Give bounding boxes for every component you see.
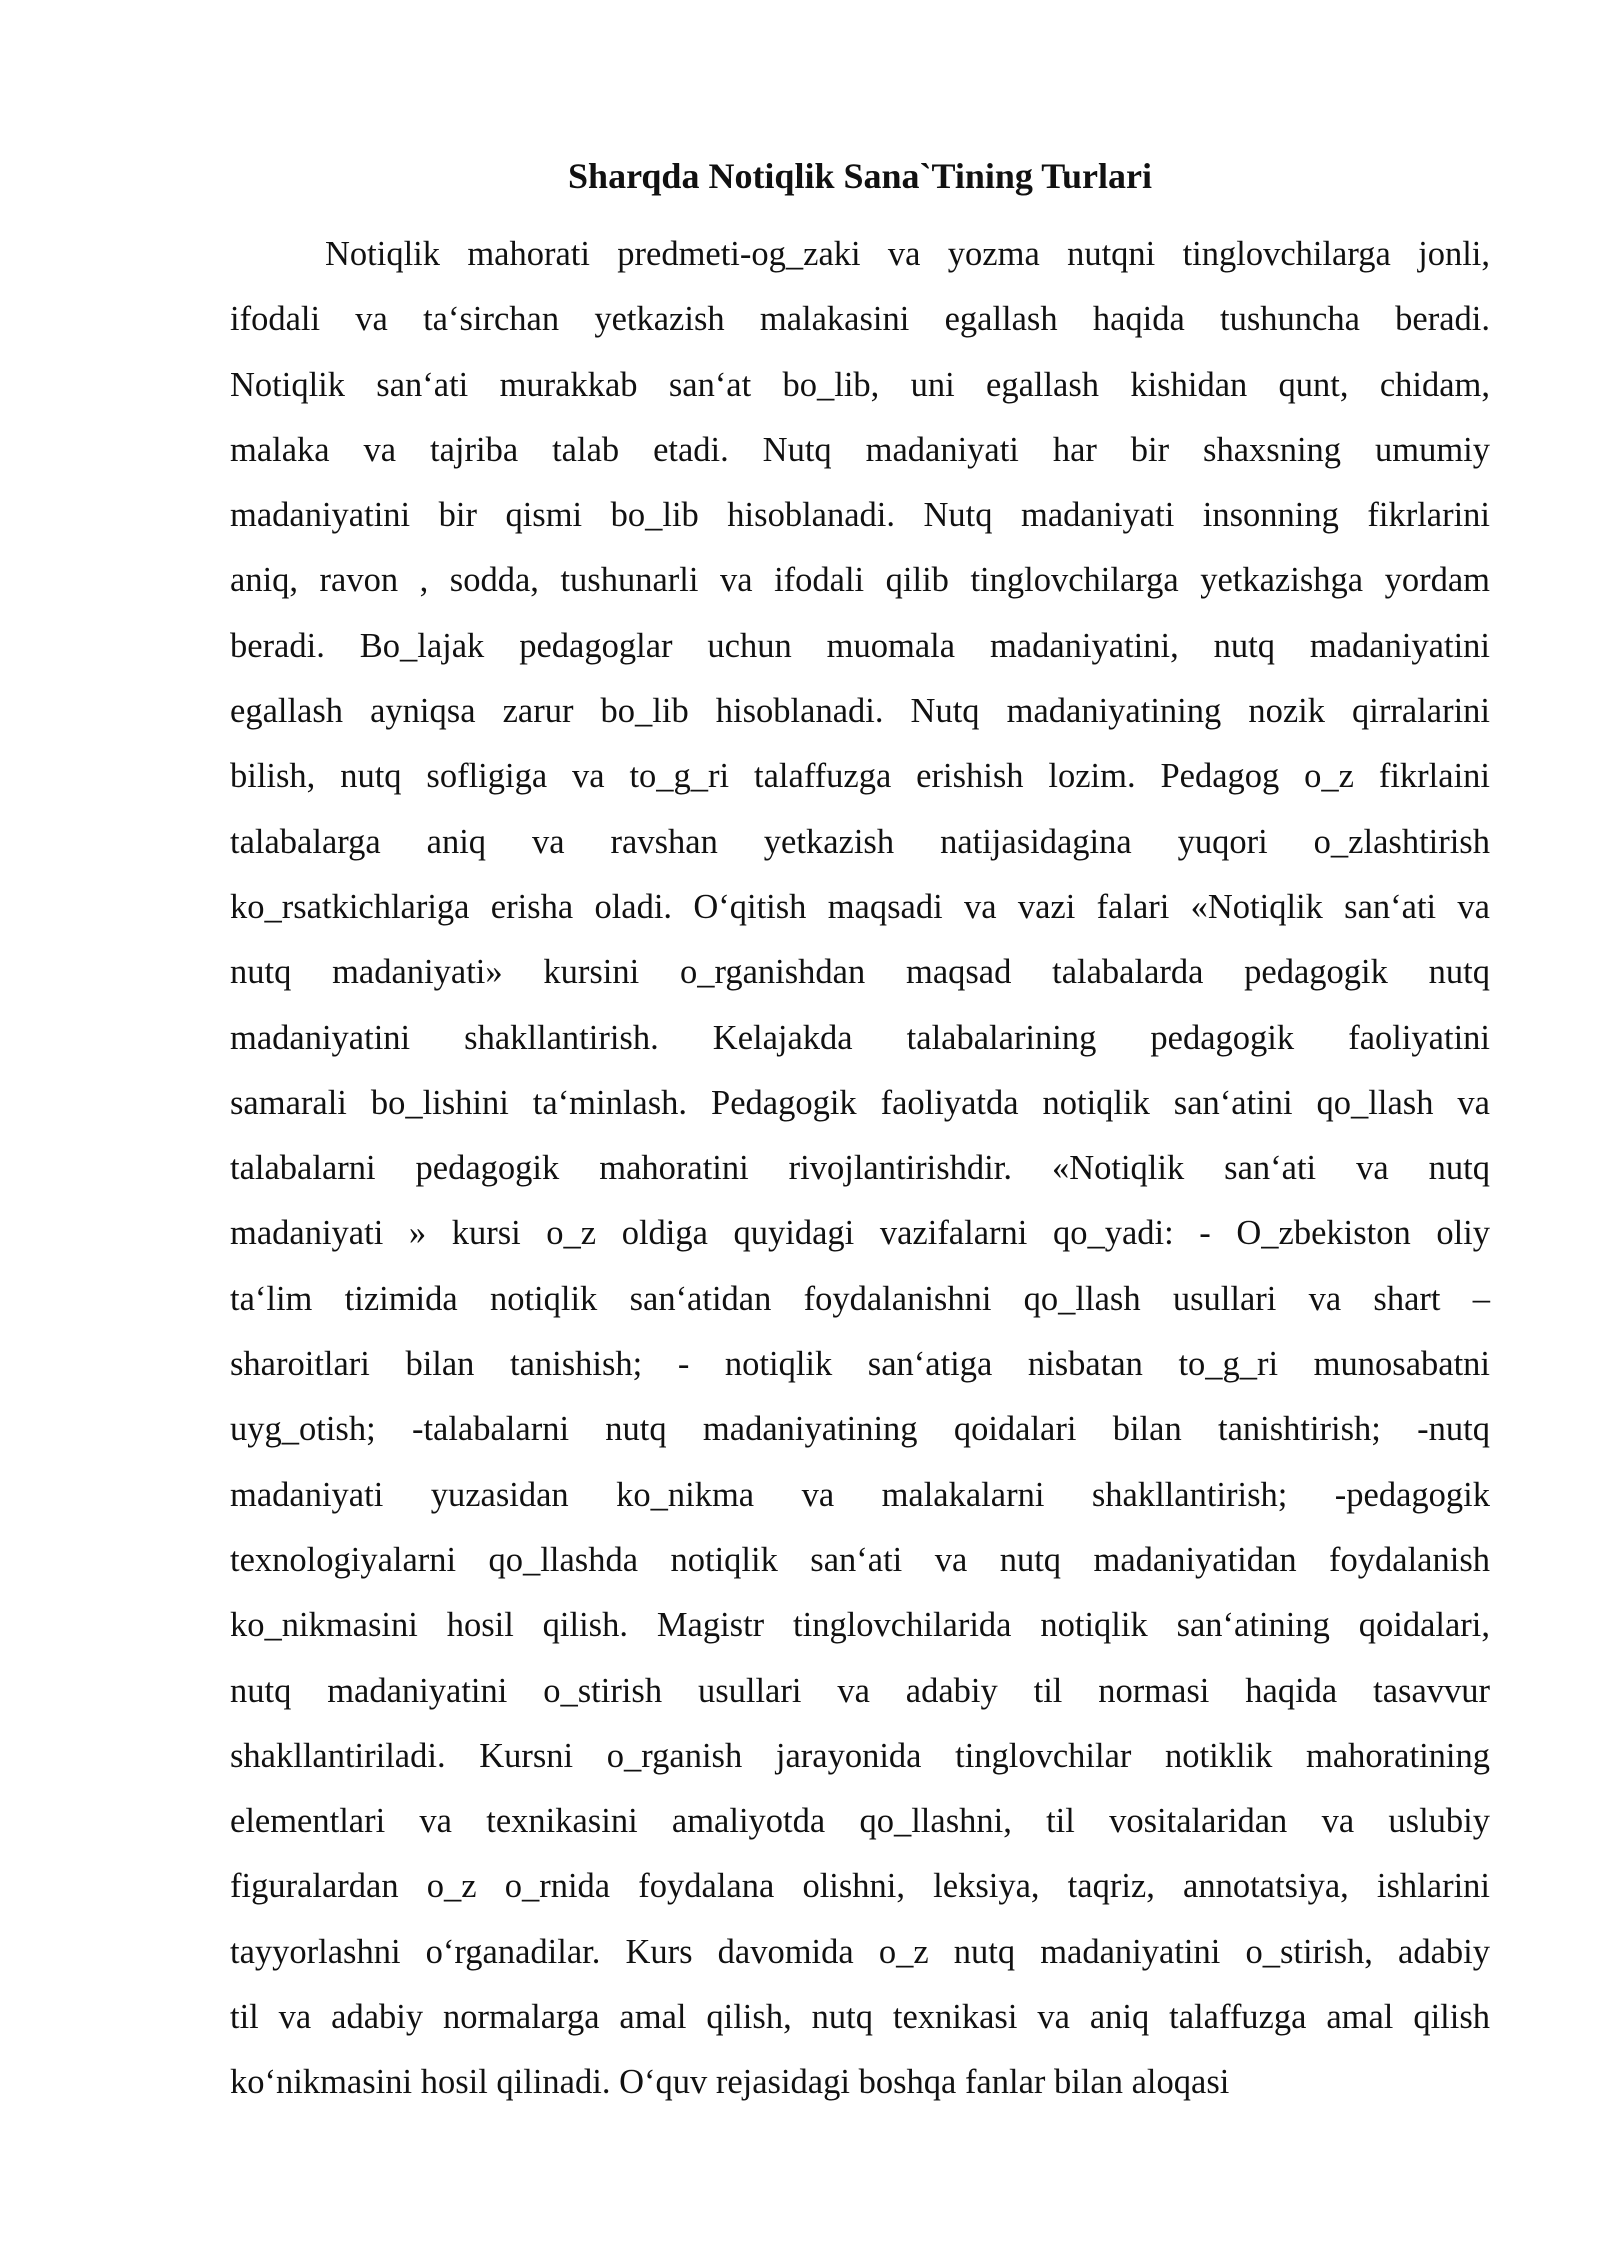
text-line: sharoitlari bilan tanishish; - notiqlik san‘atiga nisbatan to_g_ri munosabatni [230,1345,1490,1384]
text-line: ko_nikmasini hosil qilish. Magistr tinglovchilarida notiqlik san‘atining qoidalari, [230,1606,1490,1645]
text-line: ifodali va ta‘sirchan yetkazish malakasini egallash haqida tushuncha beradi. [230,300,1490,339]
text-line: Notiqlik san‘ati murakkab san‘at bo_lib, uni egallash kishidan qunt, chidam, [230,365,1490,404]
body-paragraph [230,222,1490,2116]
text-line: madaniyati » kursi o_z oldiga quyidagi vazifalarni qo_yadi: - O_zbekiston oliy [230,1214,1490,1253]
text-line: samarali bo_lishini ta‘minlash. Pedagogik faoliyatda notiqlik san‘atini qo_llash va [230,1083,1490,1122]
text-line: shakllantiriladi. Kursni o_rganish jarayonida tinglovchilar notiklik mahoratining [230,1736,1490,1775]
text-line: ta‘lim tizimida notiqlik san‘atidan foydalanishni qo_llash usullari va shart – [230,1279,1490,1318]
text-line: talabalarni pedagogik mahoratini rivojlantirishdir. «Notiqlik san‘ati va nutq [230,1149,1490,1188]
text-line: uyg_otish; -talabalarni nutq madaniyatining qoidalari bilan tanishtirish; -nutq [230,1410,1490,1449]
text-line: ko‘nikmasini hosil qilinadi. O‘quv rejasidagi boshqa fanlar bilan aloqasi [230,2063,1230,2102]
text-line: malaka va tajriba talab etadi. Nutq madaniyati har bir shaxsning umumiy [230,430,1490,469]
text-line: tayyorlashni o‘rganadilar. Kurs davomida o_z nutq madaniyatini o_stirish, adabiy [230,1932,1490,1971]
text-line: egallash ayniqsa zarur bo_lib hisoblanadi. Nutq madaniyatining nozik qirralarini [230,692,1490,731]
text-line: madaniyatini bir qismi bo_lib hisoblanadi. Nutq madaniyati insonning fikrlarini [230,496,1490,535]
text-line: nutq madaniyati» kursini o_rganishdan maqsad talabalarda pedagogik nutq [230,953,1490,992]
document-title: Sharqda Notiqlik Sana`Tining Turlari [568,156,1152,196]
text-line: figuralardan o_z o_rnida foydalana olishni, leksiya, taqriz, annotatsiya, ishlarini [230,1867,1490,1906]
text-line: madaniyatini shakllantirish. Kelajakda talabalarining pedagogik faoliyatini [230,1018,1490,1057]
text-line: aniq, ravon , sodda, tushunarli va ifodali qilib tinglovchilarga yetkazishga yordam [230,561,1490,600]
text-line: bilish, nutq sofligiga va to_g_ri talaffuzga erishish lozim. Pedagog o_z fikrlaini [230,757,1490,796]
text-line: beradi. Bo_lajak pedagoglar uchun muomala madaniyatini, nutq madaniyatini [230,626,1490,665]
text-line: texnologiyalarni qo_llashda notiqlik san‘ati va nutq madaniyatidan foydalanish [230,1540,1490,1579]
text-line: til va adabiy normalarga amal qilish, nutq texnikasi va aniq talaffuzga amal qilish [230,1998,1490,2037]
text-line: nutq madaniyatini o_stirish usullari va adabiy til normasi haqida tasavvur [230,1671,1490,1710]
text-line: talabalarga aniq va ravshan yetkazish natijasidagina yuqori o_zlashtirish [230,822,1490,861]
text-line: madaniyati yuzasidan ko_nikma va malakalarni shakllantirish; -pedagogik [230,1475,1490,1514]
text-line: elementlari va texnikasini amaliyotda qo_llashni, til vositalaridan va uslubiy [230,1802,1490,1841]
text-line: Notiqlik mahorati predmeti-og_zaki va yozma nutqni tinglovchilarga jonli, [325,235,1490,273]
text-line: ko_rsatkichlariga erisha oladi. O‘qitish maqsadi va vazi falari «Notiqlik san‘ati va [230,887,1490,926]
